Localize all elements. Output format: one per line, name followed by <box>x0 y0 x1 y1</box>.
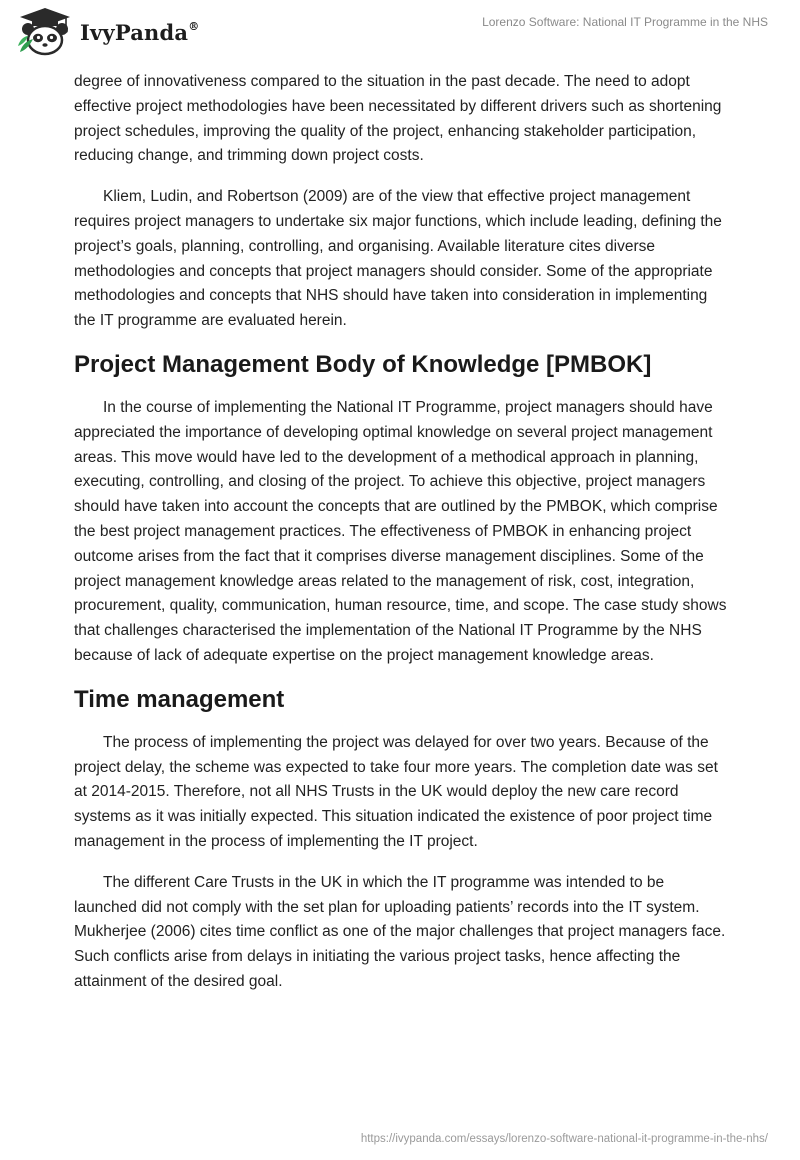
ivypanda-logo-icon[interactable] <box>14 6 76 58</box>
section-heading-time-management: Time management <box>74 685 285 713</box>
paragraph: degree of innovativeness compared to the situation in the past decade. The need to adopt effective project methodologies have been necessitated by different drivers such as shortening project schedules, improving the quality of the project, enhancing stakeholder participation, reducing change, and trimming down project costs. <box>74 73 722 165</box>
document-title: Lorenzo Software: National IT Programme in the NHS <box>482 15 768 29</box>
paragraph: The process of implementing the project was delayed for over two years. Because of the project delay, the scheme was expected to take four more years. The completion date was set at 2014-2015. Therefore, not all NHS Trusts in the UK would deploy the new care record systems as it was initially expected. This situation indicated the existence of poor project time management in the process of implementing the IT project. <box>74 733 718 850</box>
source-url[interactable]: https://ivypanda.com/essays/lorenzo-software-national-it-programme-in-the-nhs/ <box>360 1133 768 1145</box>
essay-body <box>74 70 730 1011</box>
registered-mark: ® <box>188 20 200 33</box>
page-header <box>0 0 800 64</box>
section-heading-pmbok: Project Management Body of Knowledge [PMBOK] <box>74 350 652 378</box>
paragraph: In the course of implementing the National IT Programme, project managers should have appreciated the importance of developing optimal knowledge on several project management areas. This move would have led to the development of a methodical approach in planning, executing, controlling, and closing of the project. To achieve this objective, project managers should have taken into account the concepts that are outlined by the PMBOK, which comprise the best project management practices. The effectiveness of PMBOK in enhancing project outcome arises from the fact that it comprises diverse management disciplines. Some of the project management knowledge areas related to the management of risk, cost, integration, procurement, quality, communication, human resource, time, and scope. The case study shows that challenges characterised the implementation of the National IT Programme by the NHS because of lack of adequate expertise on the project management knowledge areas. <box>74 398 727 664</box>
brand-text: IvyPanda <box>80 20 189 45</box>
brand-name[interactable] <box>80 20 199 45</box>
paragraph: Kliem, Ludin, and Robertson (2009) are of the view that effective project management requires project managers to undertake six major functions, which include leading, defining the project’s goals, planning, controlling, and organising. Available literature cites diverse methodologies and concepts that project managers should consider. Some of the appropriate methodologies and concepts that NHS should have taken into consideration in implementing the IT programme are evaluated herein. <box>74 188 722 330</box>
paragraph: The different Care Trusts in the UK in which the IT programme was intended to be launched did not comply with the set plan for uploading patients’ records into the IT system. Mukherjee (2006) cites time conflict as one of the major challenges that project managers face. Such conflicts arise from delays in initiating the various project tasks, hence affecting the attainment of the desired goal. <box>74 873 726 990</box>
